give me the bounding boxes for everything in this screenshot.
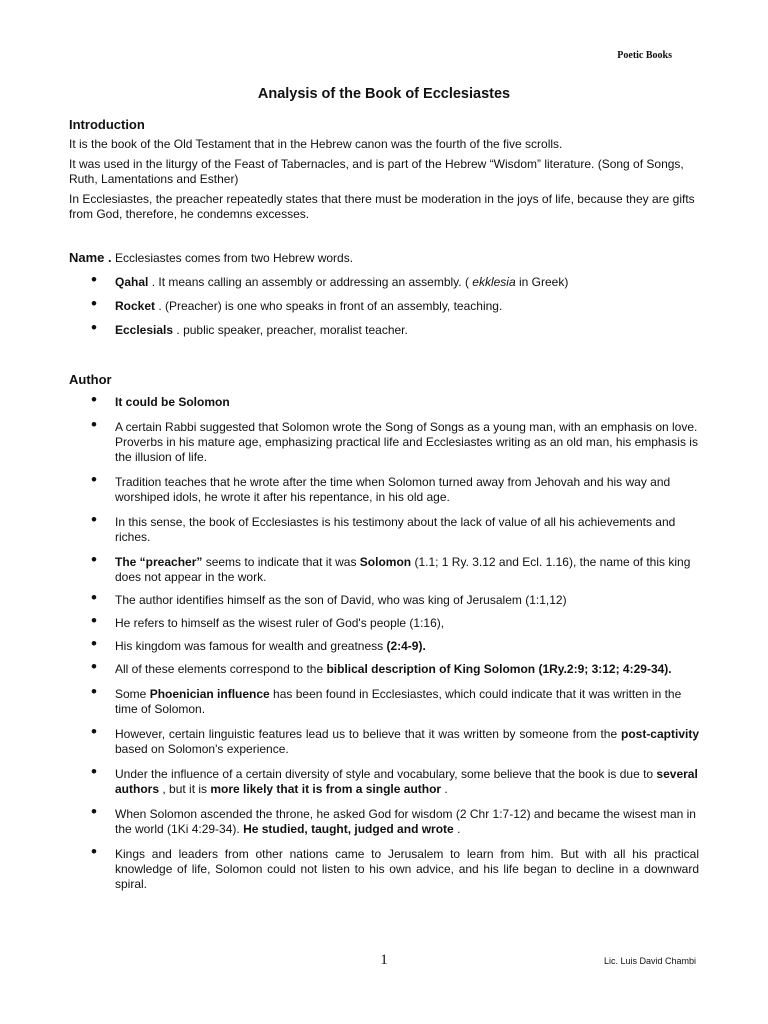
bullet-icon: • bbox=[91, 415, 97, 434]
item-text: His kingdom was famous for wealth and greatness bbox=[115, 639, 387, 653]
item-text: He refers to himself as the wisest ruler of God's people (1:16), bbox=[115, 616, 445, 630]
item-text: When Solomon ascended the throne, he asked God for wisdom (2 Chr 1:7-12) and became the wisest man in the world (1Ki 4:29-34). bbox=[115, 807, 696, 836]
bullet-icon: • bbox=[91, 802, 97, 821]
item-text: It could be Solomon bbox=[115, 395, 230, 409]
bold-text: Phoenician influence bbox=[149, 687, 270, 701]
item-text: A certain Rabbi suggested that Solomon wrote the Song of Songs as a young man, with an emphasis on love. Proverbs in his mature age, emphasizing practical life and Ecclesiastes writing as an old man, his emphasis is the illusion of life. bbox=[115, 420, 698, 464]
list-item bbox=[69, 588, 699, 608]
list-item bbox=[69, 657, 699, 677]
bold-text: post-captivity bbox=[620, 727, 699, 741]
list-item bbox=[69, 318, 699, 338]
list-item bbox=[69, 415, 699, 465]
intro-paragraph: It is the book of the Old Testament that in the Hebrew canon was the fourth of the five scrolls. bbox=[69, 137, 563, 151]
bullet-icon: • bbox=[91, 842, 97, 861]
bullet-icon: • bbox=[91, 294, 97, 313]
list-item bbox=[69, 294, 699, 314]
item-text: has been found in Ecclesiastes, which could indicate that it was written in the time of Solomon. bbox=[115, 687, 682, 716]
bold-text: biblical description of King Solomon (1Ry.2:9; 3:12; 4:29-34). bbox=[326, 662, 672, 676]
bold-text: (2:4-9). bbox=[386, 639, 426, 653]
italic-term: ekklesia bbox=[472, 275, 516, 289]
introduction-heading: Introduction bbox=[69, 117, 145, 132]
bullet-icon: • bbox=[91, 657, 97, 676]
definition-text: . public speaker, preacher, moralist teacher. bbox=[173, 323, 408, 337]
introduction-section bbox=[69, 117, 699, 222]
list-item bbox=[69, 634, 699, 654]
bold-text: He studied, taught, judged and wrote bbox=[243, 822, 454, 836]
bullet-icon: • bbox=[91, 550, 97, 569]
definition-text: in Greek) bbox=[515, 275, 569, 289]
item-text: based on Solomon's experience. bbox=[115, 742, 289, 756]
list-item bbox=[69, 842, 699, 892]
item-text: . bbox=[453, 822, 461, 836]
item-text: The author identifies himself as the son of David, who was king of Jerusalem (1:1,12) bbox=[115, 593, 567, 607]
list-item bbox=[69, 470, 699, 505]
definition-text: . (Preacher) is one who speaks in front of an assembly, teaching. bbox=[155, 299, 503, 313]
name-label: Name . bbox=[69, 250, 112, 265]
list-item bbox=[69, 762, 699, 797]
bold-text: several authors bbox=[115, 767, 698, 796]
document-body bbox=[69, 112, 699, 892]
term: Qahal bbox=[115, 275, 149, 289]
list-item bbox=[69, 722, 699, 757]
name-section-line bbox=[69, 250, 699, 266]
item-text: seems to indicate that it was bbox=[202, 555, 360, 569]
bullet-icon: • bbox=[91, 682, 97, 701]
list-item bbox=[69, 510, 699, 545]
list-item bbox=[69, 270, 699, 290]
bullet-icon: • bbox=[91, 762, 97, 781]
item-text: . bbox=[441, 782, 448, 796]
list-item bbox=[69, 390, 699, 410]
page-title: Analysis of the Book of Ecclesiastes bbox=[257, 86, 511, 102]
page-number: 1 bbox=[380, 952, 388, 968]
author-heading: Author bbox=[69, 372, 112, 387]
bullet-icon: • bbox=[91, 722, 97, 741]
item-text: All of these elements correspond to the bbox=[115, 662, 327, 676]
name-list bbox=[69, 270, 699, 338]
bold-text: Solomon bbox=[359, 555, 412, 569]
bullet-icon: • bbox=[91, 634, 97, 653]
list-item bbox=[69, 550, 699, 585]
bullet-icon: • bbox=[91, 510, 97, 529]
bullet-icon: • bbox=[91, 470, 97, 489]
item-text: Kings and leaders from other nations came to Jerusalem to learn from him. But with all his practical knowledge of life, Solomon could not listen to his own advice, and his life began to decline in a downward spiral. bbox=[115, 847, 699, 891]
running-header: Poetic Books bbox=[617, 50, 672, 61]
intro-paragraph: In Ecclesiastes, the preacher repeatedly states that there must be moderation in the joys of life, because they are gifts from God, therefore, he condemns excesses. bbox=[69, 192, 695, 221]
item-text: Tradition teaches that he wrote after the time when Solomon turned away from Jehovah and his way and worshiped idols, he wrote it after his repentance, in his old age. bbox=[115, 475, 671, 504]
bullet-icon: • bbox=[91, 318, 97, 337]
item-text: In this sense, the book of Ecclesiastes is his testimony about the lack of value of all his achievements and riches. bbox=[115, 515, 676, 544]
list-item bbox=[69, 802, 699, 837]
list-item bbox=[69, 611, 699, 631]
intro-paragraph: It was used in the liturgy of the Feast of Tabernacles, and is part of the Hebrew “Wisdom” literature. (Song of Songs, Ruth, Lamentations and Esther) bbox=[69, 157, 684, 186]
item-text: Under the influence of a certain diversity of style and vocabulary, some believe that the book is due to bbox=[115, 767, 657, 781]
list-item bbox=[69, 682, 699, 717]
item-text: However, certain linguistic features lead us to believe that it was written by someone from the bbox=[115, 727, 621, 741]
bullet-icon: • bbox=[91, 611, 97, 630]
definition-text: . It means calling an assembly or addressing an assembly. ( bbox=[148, 275, 473, 289]
bullet-icon: • bbox=[91, 270, 97, 289]
bold-text: more likely that it is from a single author bbox=[210, 782, 442, 796]
item-text: (1.1; 1 Ry. 3.12 and Ecl. 1.16), the name of this king does not appear in the work. bbox=[115, 555, 691, 584]
item-text: Some bbox=[115, 687, 150, 701]
bold-text: The “preacher” bbox=[115, 555, 203, 569]
bullet-icon: • bbox=[91, 390, 97, 409]
term: Rocket bbox=[115, 299, 156, 313]
item-text: , but it is bbox=[159, 782, 211, 796]
name-text: Ecclesiastes comes from two Hebrew words. bbox=[111, 251, 354, 265]
footer-author: Lic. Luis David Chambi bbox=[603, 956, 696, 966]
bullet-icon: • bbox=[91, 588, 97, 607]
term: Ecclesials bbox=[115, 323, 174, 337]
author-list bbox=[69, 390, 699, 892]
